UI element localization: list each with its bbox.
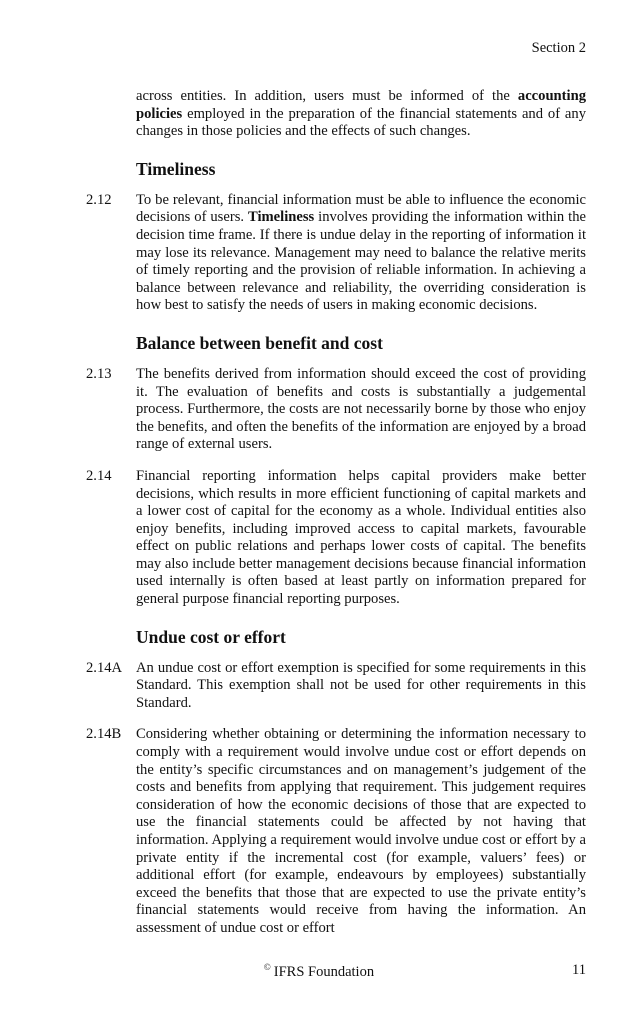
heading-balance: Balance between benefit and cost: [136, 332, 383, 353]
heading-timeliness: Timeliness: [136, 158, 216, 179]
paragraph-2-12: [86, 191, 587, 315]
paragraph-number: 2.14: [86, 467, 112, 484]
paragraph-bold-term: Timeliness: [247, 209, 315, 226]
paragraph-text: The benefits derived from information should exceed the cost of providing it. The evaluation of benefits and costs is substantially a judgemental process. Furthermore, the costs are not necessarily borne by those who enjoy the benefits, and often the benefits of the information are enjoyed by a broad range of external users.: [136, 365, 586, 453]
footer-copyright: [0, 962, 638, 981]
paragraph-2-14a: [86, 659, 586, 713]
paragraph-number: 2.14B: [86, 726, 122, 743]
intro-text-before: across entities. In addition, users must be informed of the: [136, 88, 518, 104]
paragraph-2-14: [86, 467, 586, 609]
paragraph-number: 2.14A: [86, 659, 123, 676]
paragraph-text: Considering whether obtaining or determining the information necessary to comply with a requirement would involve undue cost or effort depends on the entity’s specific circumstances and on management’s judgement of the costs and benefits from applying that requirement. This judgement requires consideration of how the economic decisions of those that are expected to use the financial statements could be affected by not having that information. Applying a requirement would involve undue cost or effort by a private entity if the incremental cost (for example, valuers’ fees) or additional effort (for example, endeavours by employees) substantially exceed the benefits that those that are expected to use the private entity’s financial statements would receive from having the information. An assessment of undue cost or effort: [136, 726, 586, 936]
paragraph-text-after: involves providing the information within the decision time frame. If there is undue delay in the reporting of information it may lose its relevance. Management may need to balance the relative merits of timely reporting and the provision of reliable information. In achieving a balance between relevance and reliability, the overriding consideration is how best to satisfy the needs of users in making economic decisions.: [136, 209, 587, 314]
paragraph-number: 2.12: [86, 191, 112, 208]
paragraph-2-14b: [86, 726, 586, 937]
section-header: Section 2: [531, 40, 586, 56]
heading-undue-cost: Undue cost or effort: [136, 626, 286, 647]
paragraph-text-before: To be relevant, financial information must be able to influence the economic decisions of users.: [136, 191, 586, 226]
footer-foundation: IFRS Foundation: [273, 964, 375, 980]
paragraph-text: An undue cost or effort exemption is specified for some requirements in this Standard. This exemption shall not be used for other requirements in this Standard.: [136, 659, 586, 711]
paragraph-2-13: [86, 365, 586, 454]
copyright-symbol: ©: [263, 962, 271, 972]
intro-paragraph: [136, 88, 586, 141]
page-number: 11: [572, 962, 586, 978]
page-body: [0, 88, 638, 938]
intro-bold-term: accounting policies: [136, 88, 586, 122]
paragraph-text: Financial reporting information helps capital providers make better decisions, which results in more efficient functioning of capital markets and a lower cost of capital for the economy as a whole. Individual entities also enjoy benefits, including improved access to capital markets, favourable effect on public relations and perhaps lower costs of capital. The benefits may also include better management decisions because financial information used internally is often based at least partly on information prepared for general purpose financial reporting purposes.: [136, 467, 586, 608]
paragraph-number: 2.13: [86, 365, 112, 382]
intro-text-after: employed in the preparation of the financial statements and of any changes in those policies and the effects of such changes.: [136, 105, 586, 140]
